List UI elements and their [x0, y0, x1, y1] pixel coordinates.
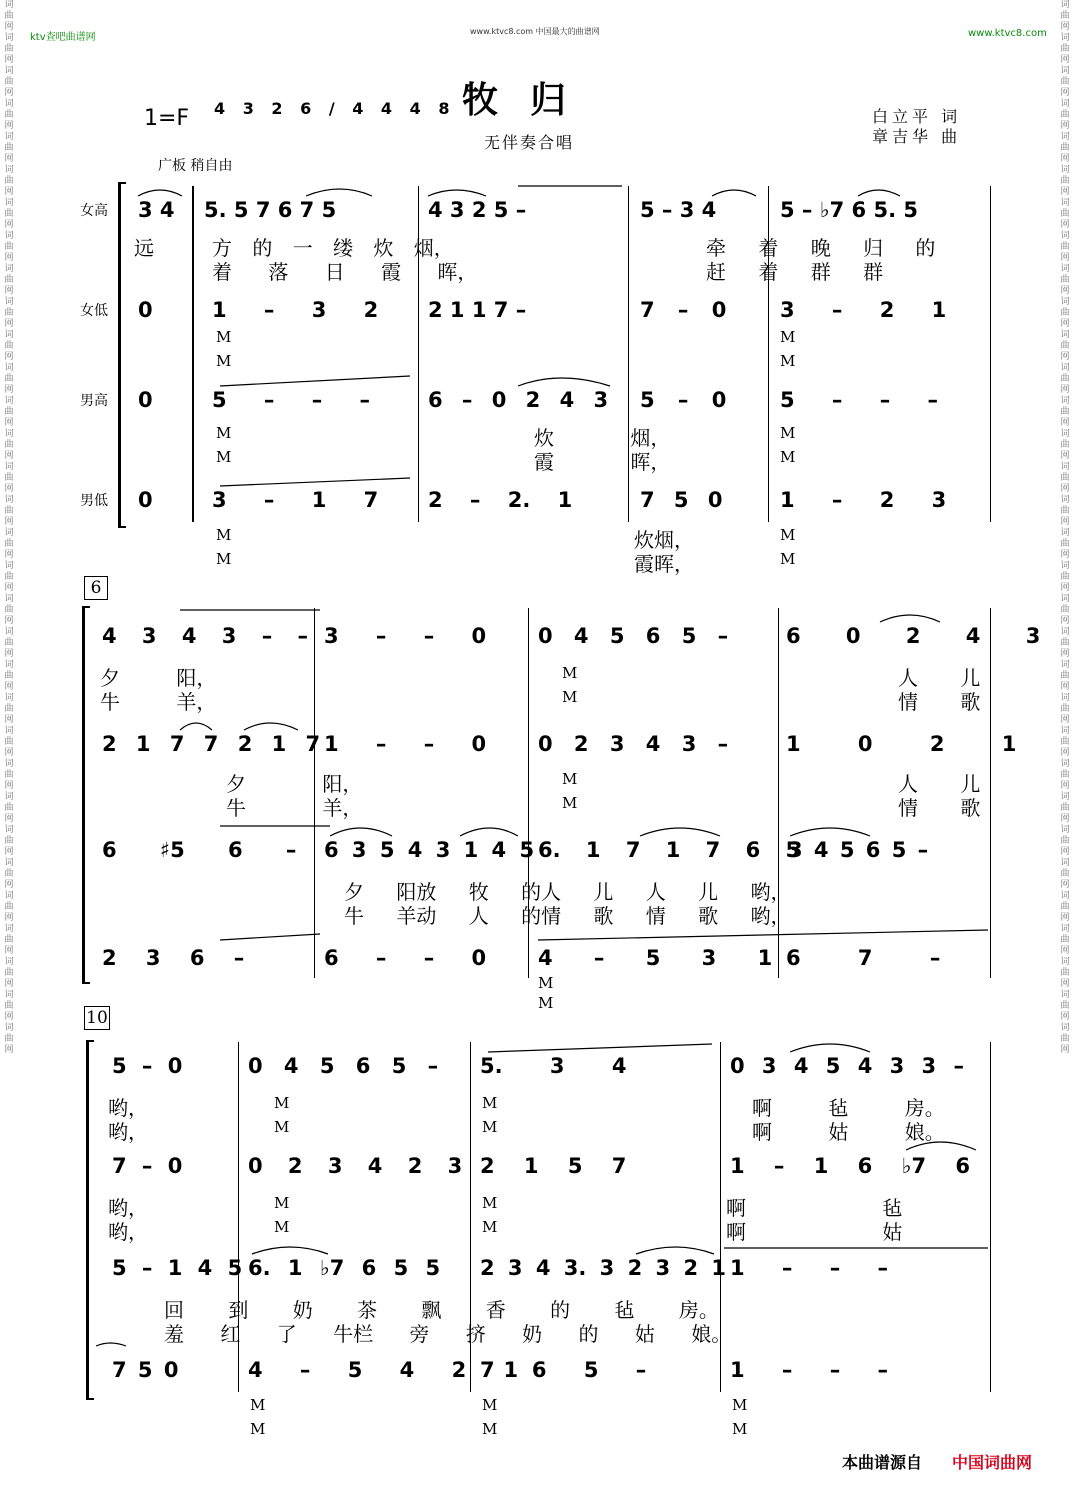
subtitle: 无伴奏合唱 — [484, 133, 575, 152]
s3-alto-lyric1a: 哟， — [108, 1196, 148, 1220]
part-label-tenor: 男高 — [80, 393, 108, 409]
s2-tenor-m4: 3 4 5 6 5 – — [788, 838, 929, 862]
hum-mark: M — [274, 1194, 290, 1212]
s1-soprano-lyric2b: 赶 着 群 群 — [706, 260, 884, 284]
s2-soprano-lyric2a: 牛 羊， — [100, 690, 217, 714]
s3-soprano-m2: 0 4 5 6 5 – — [248, 1054, 439, 1078]
hum-mark: M — [780, 448, 796, 466]
hum-mark: M — [562, 794, 578, 812]
s3-alto-m1: 7 – 0 — [112, 1154, 183, 1178]
slur-arc — [244, 723, 298, 730]
hum-mark: M — [732, 1396, 748, 1414]
s2-alto-lyric1b: 人 儿 — [898, 772, 981, 796]
slur-arc — [712, 190, 756, 196]
measure-number-box: 10 — [84, 1006, 110, 1030]
hum-mark: M — [216, 328, 232, 346]
s3-tenor-m4: 1 – – – — [730, 1256, 889, 1280]
hum-mark: M — [274, 1118, 290, 1136]
s1-tenor-pickup: 0 — [138, 388, 153, 412]
slur-arc — [460, 828, 518, 836]
s3-soprano-lyric1b: 啊 毡 房。 — [752, 1096, 945, 1120]
slur-arc — [880, 615, 940, 622]
slur-arc — [138, 190, 182, 196]
key-signature: 1=F — [144, 106, 190, 131]
s1-soprano-m1: 5. 5 7 6 7 5 — [204, 198, 337, 222]
slur-arc — [306, 189, 372, 196]
header-center-text: www.ktvc8.com 中国最大的曲谱网 — [470, 27, 600, 36]
s1-soprano-lyric1b: 方 的 一 缕 炊 烟， — [212, 236, 454, 260]
hum-mark: M — [732, 1420, 748, 1438]
hum-mark: M — [216, 352, 232, 370]
s3-alto-lyric2a: 哟， — [108, 1220, 148, 1244]
tie-line — [488, 1044, 712, 1052]
slur-arc — [640, 828, 720, 836]
s1-bass-pickup: 0 — [138, 488, 153, 512]
s3-soprano-lyric2b: 啊 姑 娘。 — [752, 1120, 945, 1144]
s3-alto-m4: 1 – 1 6 ♭7 6 — [730, 1154, 971, 1178]
s2-soprano-m3: 0 4 5 6 5 – — [538, 624, 729, 648]
hum-mark: M — [482, 1396, 498, 1414]
hum-mark: M — [482, 1420, 498, 1438]
s1-soprano-m3: 5 – 3 4 — [640, 198, 717, 222]
s3-bass-m2: 4 – 5 4 2 1 — [248, 1358, 519, 1382]
hum-mark: M — [216, 550, 232, 568]
s2-bass-m3: 4 – 5 3 1 — [538, 946, 773, 970]
hum-mark: M — [780, 352, 796, 370]
hum-mark: M — [482, 1094, 498, 1112]
s2-tenor-m2: 6 3 5 4 3 1 4 5 — [324, 838, 535, 862]
hum-mark: M — [482, 1118, 498, 1136]
hum-mark: M — [780, 424, 796, 442]
s2-tenor-m1: 6 ♯5 6 – — [102, 838, 297, 862]
s3-alto-lyric1b: 啊 毡 — [726, 1196, 903, 1220]
s1-bass-m4: 1 – 2 3 — [780, 488, 947, 512]
slur-arc — [790, 828, 870, 836]
s2-soprano-lyric1b: 人 儿 — [898, 666, 981, 690]
hum-mark: M — [780, 526, 796, 544]
side-watermark-right: 词曲网词曲网词曲网词曲网词曲网词曲网词曲网词曲网词曲网词曲网词曲网词曲网词曲网词曲网词曲网词曲网词曲网词曲网词曲网词曲网词曲网词曲网词曲网词曲网词曲网词曲网词曲网词曲网词曲网词曲网词曲网词曲网 — [1060, 0, 1070, 1055]
slur-arc — [96, 1343, 126, 1346]
hum-mark: M — [780, 328, 796, 346]
part-label-soprano: 女高 — [80, 203, 108, 219]
hum-mark: M — [216, 448, 232, 466]
s2-bass-m4: 6 7 – — [786, 946, 941, 970]
s3-soprano-m4: 0 3 4 5 4 3 3 – — [730, 1054, 964, 1078]
tempo-marking: 广板 稍自由 — [158, 158, 233, 174]
hum-mark: M — [274, 1218, 290, 1236]
hum-mark: M — [538, 974, 554, 992]
s3-bass-m4: 1 – – – — [730, 1358, 889, 1382]
s3-tenor-m1: 5 – 1 4 5 — [112, 1256, 243, 1280]
hum-mark: M — [250, 1396, 266, 1414]
s1-bass-m3: 7 5 0 — [640, 488, 723, 512]
s1-soprano-pickup: 3 4 — [138, 198, 175, 222]
s3-alto-m3: 2 1 5 7 — [480, 1154, 627, 1178]
s1-tenor-m3: 5 – 0 — [640, 388, 727, 412]
slur-arc — [518, 378, 610, 386]
s3-tenor-lyric2: 羞 红 了 牛栏 旁 挤 奶 的 姑 娘。 — [164, 1322, 732, 1346]
hum-mark: M — [538, 994, 554, 1012]
hum-mark: M — [482, 1194, 498, 1212]
hum-mark: M — [250, 1420, 266, 1438]
part-label-bass: 男低 — [80, 493, 108, 509]
s3-alto-lyric2b: 啊 姑 — [726, 1220, 903, 1244]
s1-soprano-m2: 4 3 2 5 – — [428, 198, 527, 222]
time-signature-text: 4 3 2 6 / 4 4 4 8 — [214, 99, 456, 118]
hum-mark: M — [562, 688, 578, 706]
s1-tenor-m2: 6 – 0 2 4 3 — [428, 388, 609, 412]
hum-mark: M — [274, 1094, 290, 1112]
hum-mark: M — [216, 526, 232, 544]
s1-alto-pickup: 0 — [138, 298, 153, 322]
s2-alto-m3: 0 2 3 4 3 – — [538, 732, 729, 756]
s2-soprano-m4: 6 0 2 4 3 — [786, 624, 1041, 648]
s3-bass-m1: 7 5 0 — [112, 1358, 179, 1382]
song-title: 牧归 — [462, 80, 599, 121]
tie-line — [538, 930, 988, 940]
s1-alto-m3: 7 – 0 — [640, 298, 727, 322]
s1-tenor-m1: 5 – – – — [212, 388, 371, 412]
s1-soprano-lyric2a: 着 落 日 霞 晖， — [212, 260, 478, 284]
footer-site-link[interactable]: 中国词曲网 — [952, 1453, 1033, 1472]
header-right-link[interactable]: www.ktvc8.com — [968, 28, 1047, 39]
hum-mark: M — [780, 550, 796, 568]
s1-soprano-m4: 5 – ♭7 6 5. 5 — [780, 198, 918, 222]
hum-mark: M — [562, 664, 578, 682]
s3-alto-m2: 0 2 3 4 2 3 — [248, 1154, 463, 1178]
part-label-alto: 女低 — [80, 303, 108, 319]
tie-line — [220, 376, 410, 386]
tie-line — [220, 934, 320, 940]
s2-alto-m2: 1 – – 0 — [324, 732, 487, 756]
s2-soprano-lyric2b: 情 歌 — [898, 690, 981, 714]
lyricist: 白立平 词 — [872, 107, 962, 126]
footer-source-label: 本曲谱源自 — [842, 1453, 923, 1472]
header-left-link[interactable]: ktv查吧曲谱网 — [30, 32, 96, 43]
s2-bass-m1: 2 3 6 – — [102, 946, 245, 970]
slur-arc — [330, 828, 392, 836]
s1-alto-m4: 3 – 2 1 — [780, 298, 947, 322]
hum-mark: M — [216, 424, 232, 442]
slur-arc — [180, 723, 212, 730]
slur-arc — [906, 1142, 976, 1150]
s3-soprano-lyric1a: 哟， — [108, 1096, 148, 1120]
s2-tenor-lyric1: 夕 阳放 牧 的人 儿 人 儿 哟， — [344, 880, 791, 904]
s2-tenor-m3: 6. 1 7 1 7 6 5 — [538, 838, 801, 862]
side-watermark-left: 词曲网词曲网词曲网词曲网词曲网词曲网词曲网词曲网词曲网词曲网词曲网词曲网词曲网词曲网词曲网词曲网词曲网词曲网词曲网词曲网词曲网词曲网词曲网词曲网词曲网词曲网词曲网词曲网词曲网词曲网词曲网词曲网 — [4, 0, 14, 1055]
slur-arc — [252, 1247, 328, 1254]
slur-arc — [636, 1247, 714, 1254]
s3-tenor-m3: 2 3 4 3. 3 2 3 2 1 — [480, 1256, 726, 1280]
s1-bass-m2: 2 – 2. 1 — [428, 488, 573, 512]
s2-soprano-lyric1a: 夕 阳， — [100, 666, 217, 690]
hum-mark: M — [562, 770, 578, 788]
s1-alto-m2: 2 1 1 7 – — [428, 298, 527, 322]
s1-bass-lyric1: 炊烟， — [634, 528, 694, 552]
s1-soprano-lyric1a: 远 — [134, 236, 154, 260]
composer: 章吉华 曲 — [872, 127, 962, 146]
s3-soprano-m3: 5. 3 4 — [480, 1054, 627, 1078]
s3-soprano-lyric2a: 哟， — [108, 1120, 148, 1144]
s3-tenor-lyric1: 回 到 奶 茶 飘 香 的 毡 房。 — [164, 1298, 719, 1322]
s2-tenor-lyric2: 牛 羊动 人 的情 歌 情 歌 哟， — [344, 904, 791, 928]
s1-soprano-lyric1c: 牵 着 晚 归 的 — [706, 236, 936, 260]
s2-alto-m1: 2 1 7 7 2 1 7 — [102, 732, 321, 756]
tie-line — [220, 478, 410, 486]
s3-soprano-m1: 5 – 0 — [112, 1054, 183, 1078]
s2-alto-lyric1a: 夕 阳， — [226, 772, 363, 796]
s1-bass-lyric2: 霞晖， — [634, 552, 694, 576]
s2-alto-lyric2a: 牛 羊， — [226, 796, 363, 820]
s1-tenor-lyric2: 霞 晖， — [534, 450, 671, 474]
s2-soprano-m1: 4 3 4 3 – – — [102, 624, 309, 648]
s1-tenor-lyric1: 炊 烟， — [534, 426, 671, 450]
hum-mark: M — [482, 1218, 498, 1236]
s2-soprano-m2: 3 – – 0 — [324, 624, 487, 648]
s1-bass-m1: 3 – 1 7 — [212, 488, 379, 512]
s1-alto-m1: 1 – 3 2 — [212, 298, 379, 322]
slur-arc — [428, 190, 486, 196]
s2-alto-m4: 1 0 2 1 — [786, 732, 1017, 756]
slur-arc — [790, 1044, 870, 1052]
s1-tenor-m4: 5 – – – — [780, 388, 939, 412]
measure-number-box: 6 — [84, 576, 108, 600]
s2-alto-lyric2b: 情 歌 — [898, 796, 981, 820]
s3-bass-m3: 7 6 5 – — [480, 1358, 647, 1382]
slur-arc — [858, 190, 900, 196]
s3-tenor-m2: 6. 1 ♭7 6 5 5 — [248, 1256, 441, 1280]
s2-bass-m2: 6 – – 0 — [324, 946, 487, 970]
